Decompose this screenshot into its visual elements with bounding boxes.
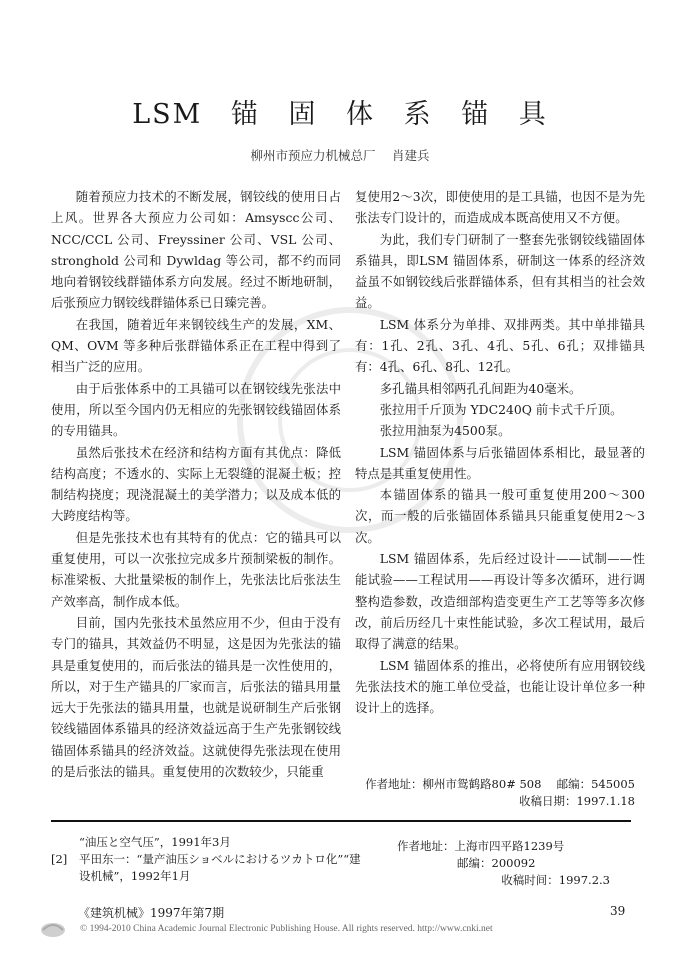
author-address-block — [355, 776, 635, 810]
paragraph: LSM 锚固体系的推出，必将使所有应用钢铰线先张法技术的施工单位受益，也能让设计单位多一种设计上的选择。 — [355, 657, 645, 716]
cnki-logo-icon — [40, 918, 66, 938]
paragraph: 为此，我们专门研制了一整套先张钢铰线锚固体系锚具，即LSM 锚固体系，研制这一体系的经济效益虽不如钢铰线后张群锚体系，但有其相当的社会效益。 — [355, 231, 645, 311]
paragraph: LSM 体系分为单排、双排两类。其中单排锚具有：1孔、2孔、3孔、4孔、5孔、6孔；双排锚具有：4孔、6孔、8孔、12孔。 — [355, 316, 645, 375]
paragraph: 张拉用千斤顶为 YDC240Q 前卡式千斤顶。 — [379, 401, 623, 417]
references — [51, 834, 361, 885]
paragraph: 本锚固体系的锚具一般可重复使用200～300次，而一般的后张锚固体系锚具只能重复使用2～3次。 — [355, 487, 645, 545]
address-line: 作者地址：上海市四平路1239号 — [397, 839, 565, 853]
journal-issue: 《建筑机械》1997年第7期 — [78, 906, 225, 920]
paragraph: 虽然后张技术在经济和结构方面有其优点：降低结构高度；不透水的、实际上无裂缝的混凝土板；控制结构挠度；现浇混凝土的美学潜力；以及成本低的大跨度结构等。 — [51, 444, 341, 524]
reference-number — [51, 834, 79, 851]
right-column — [355, 186, 645, 718]
paragraph: 由于后张体系中的工具锚可以在钢铰线先张法中使用，所以至今国内仍无相应的先张钢铰线锚固体系的专用锚具。 — [51, 380, 341, 439]
paragraph: 在我国，随着近年来钢铰线生产的发展，XM、QM、OVM 等多种后张群锚体系正在工程中得到了相当广泛的应用。 — [51, 316, 341, 375]
paragraph: 但是先张技术也有其特有的优点：它的锚具可以重复使用，可以一次张拉完成多片预制梁板的制作。标准梁板、大批量梁板的制作上，先张法比后张法生产效率高，制作成本低。 — [51, 529, 341, 609]
reference-text: 平田东一：“量产油压ショベルにおけるツカトロ化”“建设机械”，1992年1月 — [79, 852, 361, 883]
postcode-line: 邮编：200092 — [457, 856, 536, 870]
received-time: 收稿时间：1997.2.3 — [501, 873, 610, 887]
copyright-notice: © 1994-2010 China Academic Journal Electronic Publishing House. All rights reserved. http://www.cnki.net — [80, 924, 493, 934]
received-date: 收稿日期：1997.1.18 — [518, 794, 635, 808]
previous-article-address — [355, 838, 610, 889]
reference-item — [51, 851, 361, 885]
paragraph: 复使用2～3次，即使使用的是工具锚，也因不是为先张法专门设计的，而造成成本既高使用又不方便。 — [355, 189, 645, 226]
article-title: LSM 锚 固 体 系 锚 具 — [132, 99, 548, 130]
paragraph: 随着预应力技术的不断发展，钢铰线的使用日占上风。世界各大预应力公司如：Amsyscc公司、NCC/CCL 公司、Freyssiner 公司、VSL 公司、stronghold 公司和 Dywldag 等公司，都不约而同地向着钢铰线群锚体系方向发展。经过不断地研制，后张预应力钢铰线群锚体系已日臻完善。 — [51, 189, 341, 311]
reference-item — [51, 834, 361, 851]
author-address: 作者地址：柳州市鸳鹤路80# 508 邮编：545005 — [365, 777, 635, 791]
paragraph: 多孔锚具相邻两孔孔间距为40毫米。 — [379, 380, 582, 396]
paragraph: 张拉用油泵为4500泵。 — [379, 423, 511, 439]
paragraph: LSM 锚固体系与后张锚固体系相比，最显著的特点是其重复使用性。 — [355, 444, 645, 481]
article-author: 柳州市预应力机械总厂 肖建兵 — [250, 148, 430, 163]
page-number: 39 — [610, 904, 626, 918]
left-column — [51, 186, 341, 782]
paragraph: LSM 锚固体系，先后经过设计——试制——性能试验——工程试用——再设计等多次循环，进行调整构造参数，改造细部构造变更生产工艺等等多次修改，前后历经几十束性能试验，多次工程试用，最后取得了满意的结果。 — [355, 551, 645, 652]
paragraph: 目前，国内先张技术虽然应用不少，但由于没有专门的锚具，其效益仍不明显，这是因为先张法的锚具是重复使用的，而后张法的锚具是一次性使用的，所以，对于生产锚具的厂家而言，后张法的锚具用量远大于先张法的锚具用量，也就是说研制生产后张钢铰线锚固体系锚具的经济效益远高于生产先张钢铰线锚固体系锚具的经济效益。这就使得先张法现在使用的是后张法的锚具。重复使用的次数较少，只能重 — [51, 614, 341, 780]
reference-text: “油压と空气压”，1991年3月 — [79, 835, 231, 849]
divider-rule — [51, 820, 631, 822]
reference-number: [2] — [51, 852, 68, 866]
